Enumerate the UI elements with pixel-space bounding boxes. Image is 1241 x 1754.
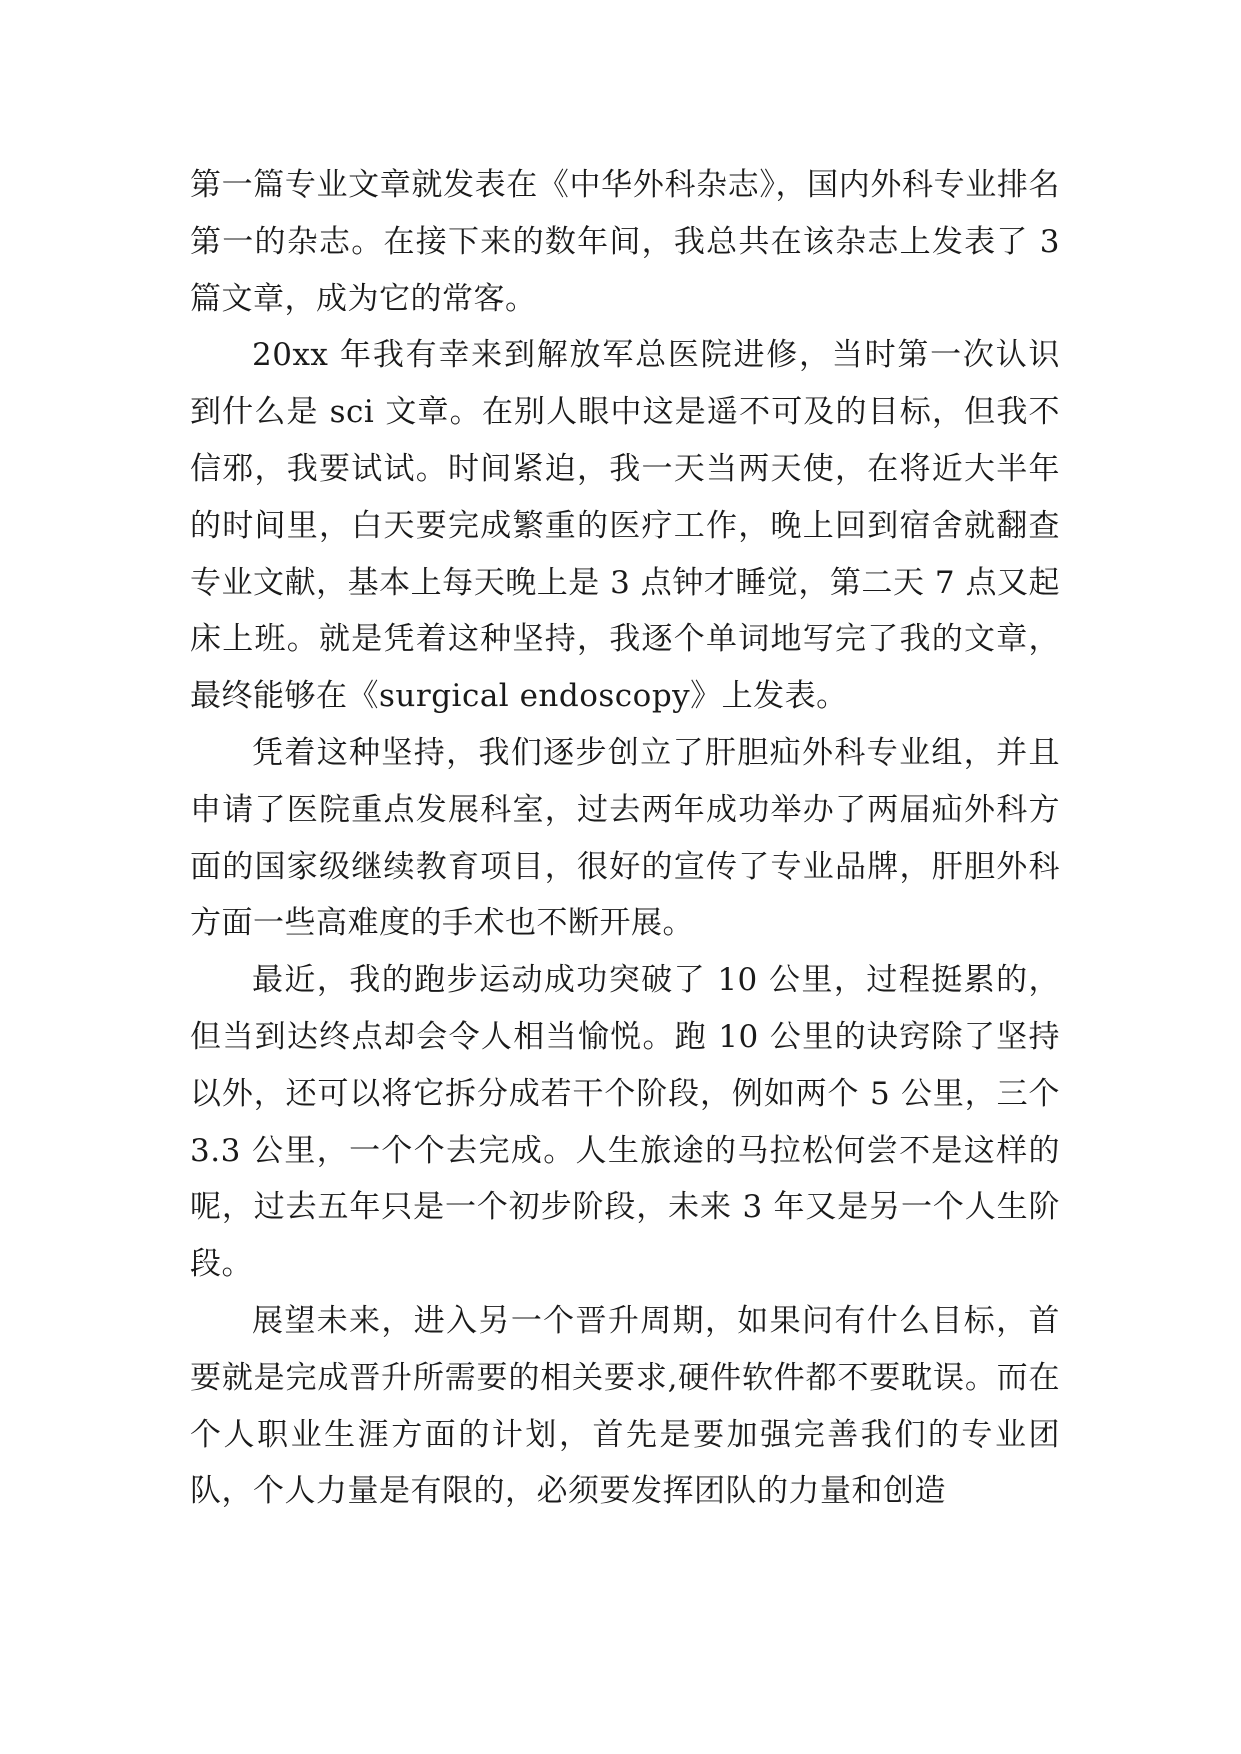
paragraph-continuation: 第一篇专业文章就发表在《中华外科杂志》，国内外科专业排名第一的杂志。在接下来的数年间，我总共在该杂志上发表了 3 篇文章，成为它的常客。: [190, 167, 1060, 317]
paragraph-future: 展望未来，进入另一个晋升周期，如果问有什么目标，首要就是完成晋升所需要的相关要求,硬件软件都不要耽误。而在个人职业生涯方面的计划，首先是要加强完善我们的专业团队，个人力量是有限的，必须要发挥团队的力量和创造: [190, 1302, 1060, 1510]
paragraph-specialty-group: 凭着这种坚持，我们逐步创立了肝胆疝外科专业组，并且申请了医院重点发展科室，过去两年成功举办了两届疝外科方面的国家级继续教育项目，很好的宣传了专业品牌，肝胆外科方面一些高难度的手术也不断开展。: [190, 734, 1060, 942]
paragraph-sci-article: 20xx 年我有幸来到解放军总医院进修，当时第一次认识到什么是 sci 文章。在别人眼中这是遥不可及的目标，但我不信邪，我要试试。时间紧迫，我一天当两天使，在将近大半年的时间里，白天要完成繁重的医疗工作，晚上回到宿舍就翻查专业文献，基本上每天晚上是 3 点钟才睡觉，第二天 7 点又起床上班。就是凭着这种坚持，我逐个单词地写完了我的文章，最终能够在《surgical endoscopy》上发表。: [190, 337, 1060, 715]
paragraph-running: 最近，我的跑步运动成功突破了 10 公里，过程挺累的，但当到达终点却会令人相当愉悦。跑 10 公里的诀窍除了坚持以外，还可以将它拆分成若干个阶段，例如两个 5 公里，三个 3.3 公里，一个个去完成。人生旅途的马拉松何尝不是这样的呢，过去五年只是一个初步阶段，未来 3 年又是另一个人生阶段。: [190, 962, 1060, 1283]
document-body: [190, 157, 1060, 1520]
